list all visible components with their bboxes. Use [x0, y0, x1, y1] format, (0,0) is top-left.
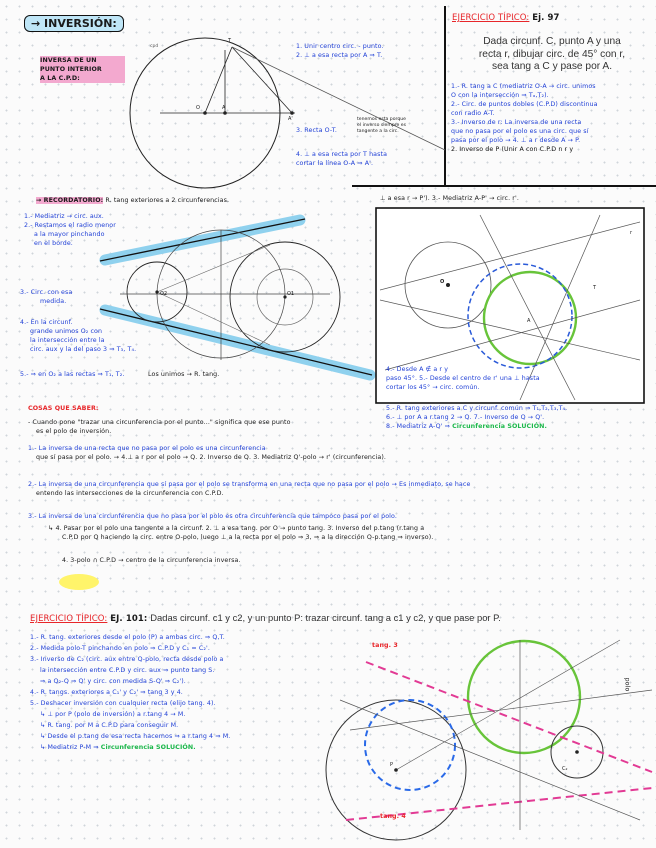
- exercise-101-statement: Dadas circunf. c1 y c2, y un punto P: trazar circunf. tang a c1 y c2, y que pase por P.: [150, 612, 501, 623]
- ex97-step: pasa por el polo → 4. ⊥ a r desde A → P.: [451, 137, 581, 144]
- cosas-item-3: 3.- La inversa de una circunferencia que no pasa por el polo es otra circunferencia que tampoco pasa por el polo.: [28, 513, 397, 520]
- statement-line: recta r, dibujar circ. de 45° con r,: [478, 48, 626, 60]
- ex97-bottom-step: paso 45°. 5.- Desde el centro de r' una ⊥ hasta: [386, 375, 540, 382]
- recordatorio-step: en el borde.: [34, 240, 73, 247]
- page-title: [24, 12, 124, 31]
- recordatorio-step: 2.- Restamos el radio menor: [24, 222, 116, 229]
- inverse-point-step: 1. Unir centro circ. - punto.: [296, 43, 384, 50]
- inverse-point-steps: [296, 42, 384, 60]
- exercise-101-heading: [30, 612, 501, 625]
- ex97-step: que no pasa por el polo es una circ. que sí: [451, 128, 589, 135]
- ex97-bottom-step: cortar los 45° → circ. común.: [386, 384, 480, 391]
- exercise-97-number: Ej. 97: [532, 13, 560, 23]
- step3-note-line: el inverso siempre es: [357, 123, 407, 128]
- step3-note-line: tenemos esta porque: [357, 117, 406, 122]
- cosas-item-2-line: entendo las intersecciones de la circunferencia con C.P.D.: [36, 490, 224, 497]
- cosas-item-1-line: que sí pasa por el polo. → 4.⊥ a r por el polo → Q. 2. Inverso de Q. 3. Mediatriz Q'-polo → r' (circunferencia).: [36, 454, 387, 461]
- exercise-97-steps-bottom: [386, 365, 540, 392]
- ex101-step: ⇒ a Q₂-Q ⇒ Q' y circ. con medida S-Q' ⇒ C₂').: [40, 678, 186, 685]
- cosas-item-1-line: 1.- La inversa de una recta que no pasa por el polo es una circunferencia: [28, 445, 266, 452]
- recordatorio-step3-line: medida.: [40, 298, 67, 305]
- cosas-item-2: [28, 480, 470, 498]
- step4-line: cortar la línea O-A ⇒ A'.: [296, 160, 374, 167]
- figure-inverse-point: [130, 38, 445, 188]
- ex101-step: la intersección entre C.P.D y circ. aux ⇒ punto tang S.: [40, 667, 215, 674]
- inverse-point-step4: [296, 150, 387, 168]
- inverse-point-step: 2. ⊥ a esa recta por A ⇒ T.: [296, 52, 383, 59]
- ex97-step: 2.- Circ. de puntos dobles (C.P.D) discontinua: [451, 101, 598, 108]
- cosas-intro: [28, 418, 291, 436]
- ex101-label-c2: C₂: [562, 766, 568, 772]
- recordatorio-step: 1.- Mediatriz → circ. aux.: [24, 213, 104, 220]
- recordatorio-step4-line: la intersección entre la: [30, 337, 105, 344]
- cosas-item-3b: 4. 3-polo ∩ C.P.D → centro de la circunferencia inversa.: [62, 557, 241, 564]
- recordatorio-step3-line: 3.- Circ. con esa: [20, 289, 73, 296]
- cosas-intro-line: - Cuando pone "trazar una circunferencia por el punto..." significa que ese punto: [28, 419, 291, 426]
- ex101-step: 4.- R. tangs. exteriores a C₁' y C₂' ⇒ tang 3 y 4.: [30, 689, 183, 696]
- inverse-point-step3: 3. Recta O-T.: [296, 127, 337, 134]
- ex101-step: 1.- R. tang. exteriores desde el polo (P) a ambas circ. ⇒ Q,T.: [30, 634, 225, 641]
- exercise-97-statement: [454, 36, 650, 74]
- figure-exercise-101: [326, 640, 652, 840]
- cosas-item-3a-line: C.P.D por Q haciendo la circ. entre O-polo, luego ⊥ a la recta por el polo ⇒ 3, ⇒ a la dirección O-p.tang ⇒ inverso).: [62, 534, 434, 541]
- label-o1: O1: [287, 291, 295, 297]
- ex101-step: ↳ ⊥ por P (polo de inversión) a r.tang 4 → M.: [40, 711, 186, 718]
- label-t: T: [228, 38, 232, 44]
- ex101-label-polo: polo: [623, 677, 631, 692]
- label-a: A: [222, 105, 226, 111]
- cosas-item-1: [28, 444, 386, 462]
- recordatorio-step4-line: grande unimos O₂ con: [30, 328, 103, 335]
- exercise-97-heading-prefix: EJERCICIO TÍPICO:: [452, 13, 530, 23]
- ex97-step-continued: ⊥ a esa r → P'). 3.- Mediatriz A-P' → circ. r'.: [380, 195, 519, 202]
- recordatorio-title-rest: R. tang exteriores a 2 circunferencias.: [105, 197, 230, 204]
- recordatorio-heading: [36, 196, 229, 205]
- ex101-step: 5.- Deshacer inversión con cualquier recta (elijo tang. 4).: [30, 700, 216, 707]
- ex97-final-step: 6.- ⊥ por A a r.tang 2 → Q. 7.- Inverso de Q → Q'.: [386, 414, 545, 421]
- inverse-point-box-line: PUNTO INTERIOR: [40, 65, 125, 74]
- exercise-101-number: EJ. 101:: [110, 614, 148, 624]
- recordatorio-step3: [20, 288, 72, 306]
- ex97-step: 2. Inverso de P (Unir A con C.P.D n r y: [451, 146, 574, 153]
- recordatorio-step5-note: Los unimos → R. tang.: [148, 371, 220, 378]
- cosas-intro-line: es el polo de inversión.: [36, 428, 112, 435]
- step3-note-line: tangente a la circ.: [357, 129, 399, 134]
- label-o: O: [196, 105, 200, 111]
- statement-line: sea tang a C y pase por A.: [491, 61, 613, 72]
- figure-recordatorio: [100, 219, 372, 375]
- ex101-solution: Circunferencia SOLUCIÓN.: [100, 744, 196, 751]
- ex97-step: con radio A-T.: [451, 110, 495, 117]
- ex101-label-tang4: tang. 4: [380, 813, 406, 820]
- ex101-label-p: P: [390, 762, 394, 768]
- exercise-101-steps: [30, 632, 230, 753]
- ex97-bottom-step: 4.- Desde A ∉ a r y: [386, 366, 449, 373]
- label-o2: O2: [160, 291, 168, 297]
- ex97-step: 3.- Inverso de r: La inversa de una recta: [451, 119, 582, 126]
- ex101-step: ↳ R. tang. por M a C.P.D para conseguir M.: [40, 722, 179, 729]
- cosas-item-3a-line: ↳ 4. Pasar por el polo una tangente a la circunf. 2. ⊥ a esa tang. por O → punto tang. 3. Inverso del p.tang (r.tang a: [48, 525, 425, 532]
- ex97-label-t: T: [593, 285, 597, 291]
- recordatorio-steps: [24, 212, 116, 248]
- ex97-step: 1.- R. tang a C (mediatriz O-A → circ. unimos: [451, 83, 596, 90]
- statement-line: Dada circunf. C, punto A y una: [483, 36, 621, 47]
- ex97-final-step-text: 8.- Mediatriz A-Q' ⇒: [386, 423, 450, 430]
- label-a-prime: A': [288, 116, 293, 122]
- step4-line: 4. ⊥ a esa recta por T hasta: [296, 151, 388, 158]
- ex101-step: 3.- Inverso de C₂ (circ. aux entre Q-polo, recta desde polo a: [30, 656, 224, 663]
- ex101-step-text: ↳ Mediatriz P-M ⇒: [40, 744, 99, 751]
- inverse-point-box-line: A LA C.P.D:: [40, 74, 125, 83]
- inverse-point-box-line: INVERSA DE UN: [40, 56, 125, 65]
- exercise-97-heading: [452, 14, 560, 23]
- ex97-solution: Circunferencia SOLUCIÓN.: [452, 423, 548, 430]
- cosas-item-3a: [48, 524, 433, 542]
- ex97-label-o: O: [440, 279, 445, 285]
- ex97-label-a: A: [527, 318, 531, 324]
- recordatorio-step5: 5.- ⇒ en O₂ a las rectas ⇒ T₁, T₂.: [20, 371, 125, 378]
- inverse-point-box: [40, 56, 125, 83]
- recordatorio-step4: [20, 318, 136, 354]
- ex97-label-r: r: [630, 230, 633, 236]
- ex97-final-step: 5.- R. tang exteriores a C y circunf. común ⇒ T₁,T₂,T₃,T₄.: [386, 405, 568, 412]
- recordatorio-step4-line: circ. aux y la del paso 3 ⇒ T₃, T₄.: [30, 346, 137, 353]
- ex97-step: O con la intersección ⇒ Tₐ,T₂).: [451, 92, 549, 99]
- inverse-point-step3-note: [357, 117, 406, 135]
- ex101-label-tang3: tang. 3: [372, 642, 398, 649]
- exercise-101-heading-prefix: EJERCICIO TÍPICO:: [30, 614, 108, 624]
- ex101-step-final: [30, 742, 230, 753]
- ex101-step: 2.- Medida polo-T pinchando en polo ⇒ C.P.D y C₁ = C₂'.: [30, 645, 210, 652]
- exercise-97-steps-final: [386, 404, 567, 431]
- page-title-label: → INVERSIÓN:: [24, 15, 124, 32]
- exercise-97-steps: [451, 82, 598, 154]
- yellow-highlight-mark: [59, 574, 99, 590]
- recordatorio-title: → RECORDATORIO:: [36, 197, 104, 204]
- recordatorio-step4-line: 4.- En la circunf.: [20, 319, 73, 326]
- label-cpd: cpd: [150, 44, 159, 49]
- cosas-title: COSAS QUE SABER:: [28, 405, 99, 412]
- ex101-step: ↳ Desde el p.tang de esa recta hacemos ⇒ a r.tang 4 ⇒ M.: [40, 733, 231, 740]
- cosas-item-2-line: 2.- La inversa de una circunferencia que sí pasa por el polo se transforma en una recta que no pasa por el polo → Es inmediato, se hace: [28, 481, 471, 488]
- ex97-final-step-solution: [386, 422, 567, 431]
- recordatorio-step: a la mayor pinchando: [34, 231, 105, 238]
